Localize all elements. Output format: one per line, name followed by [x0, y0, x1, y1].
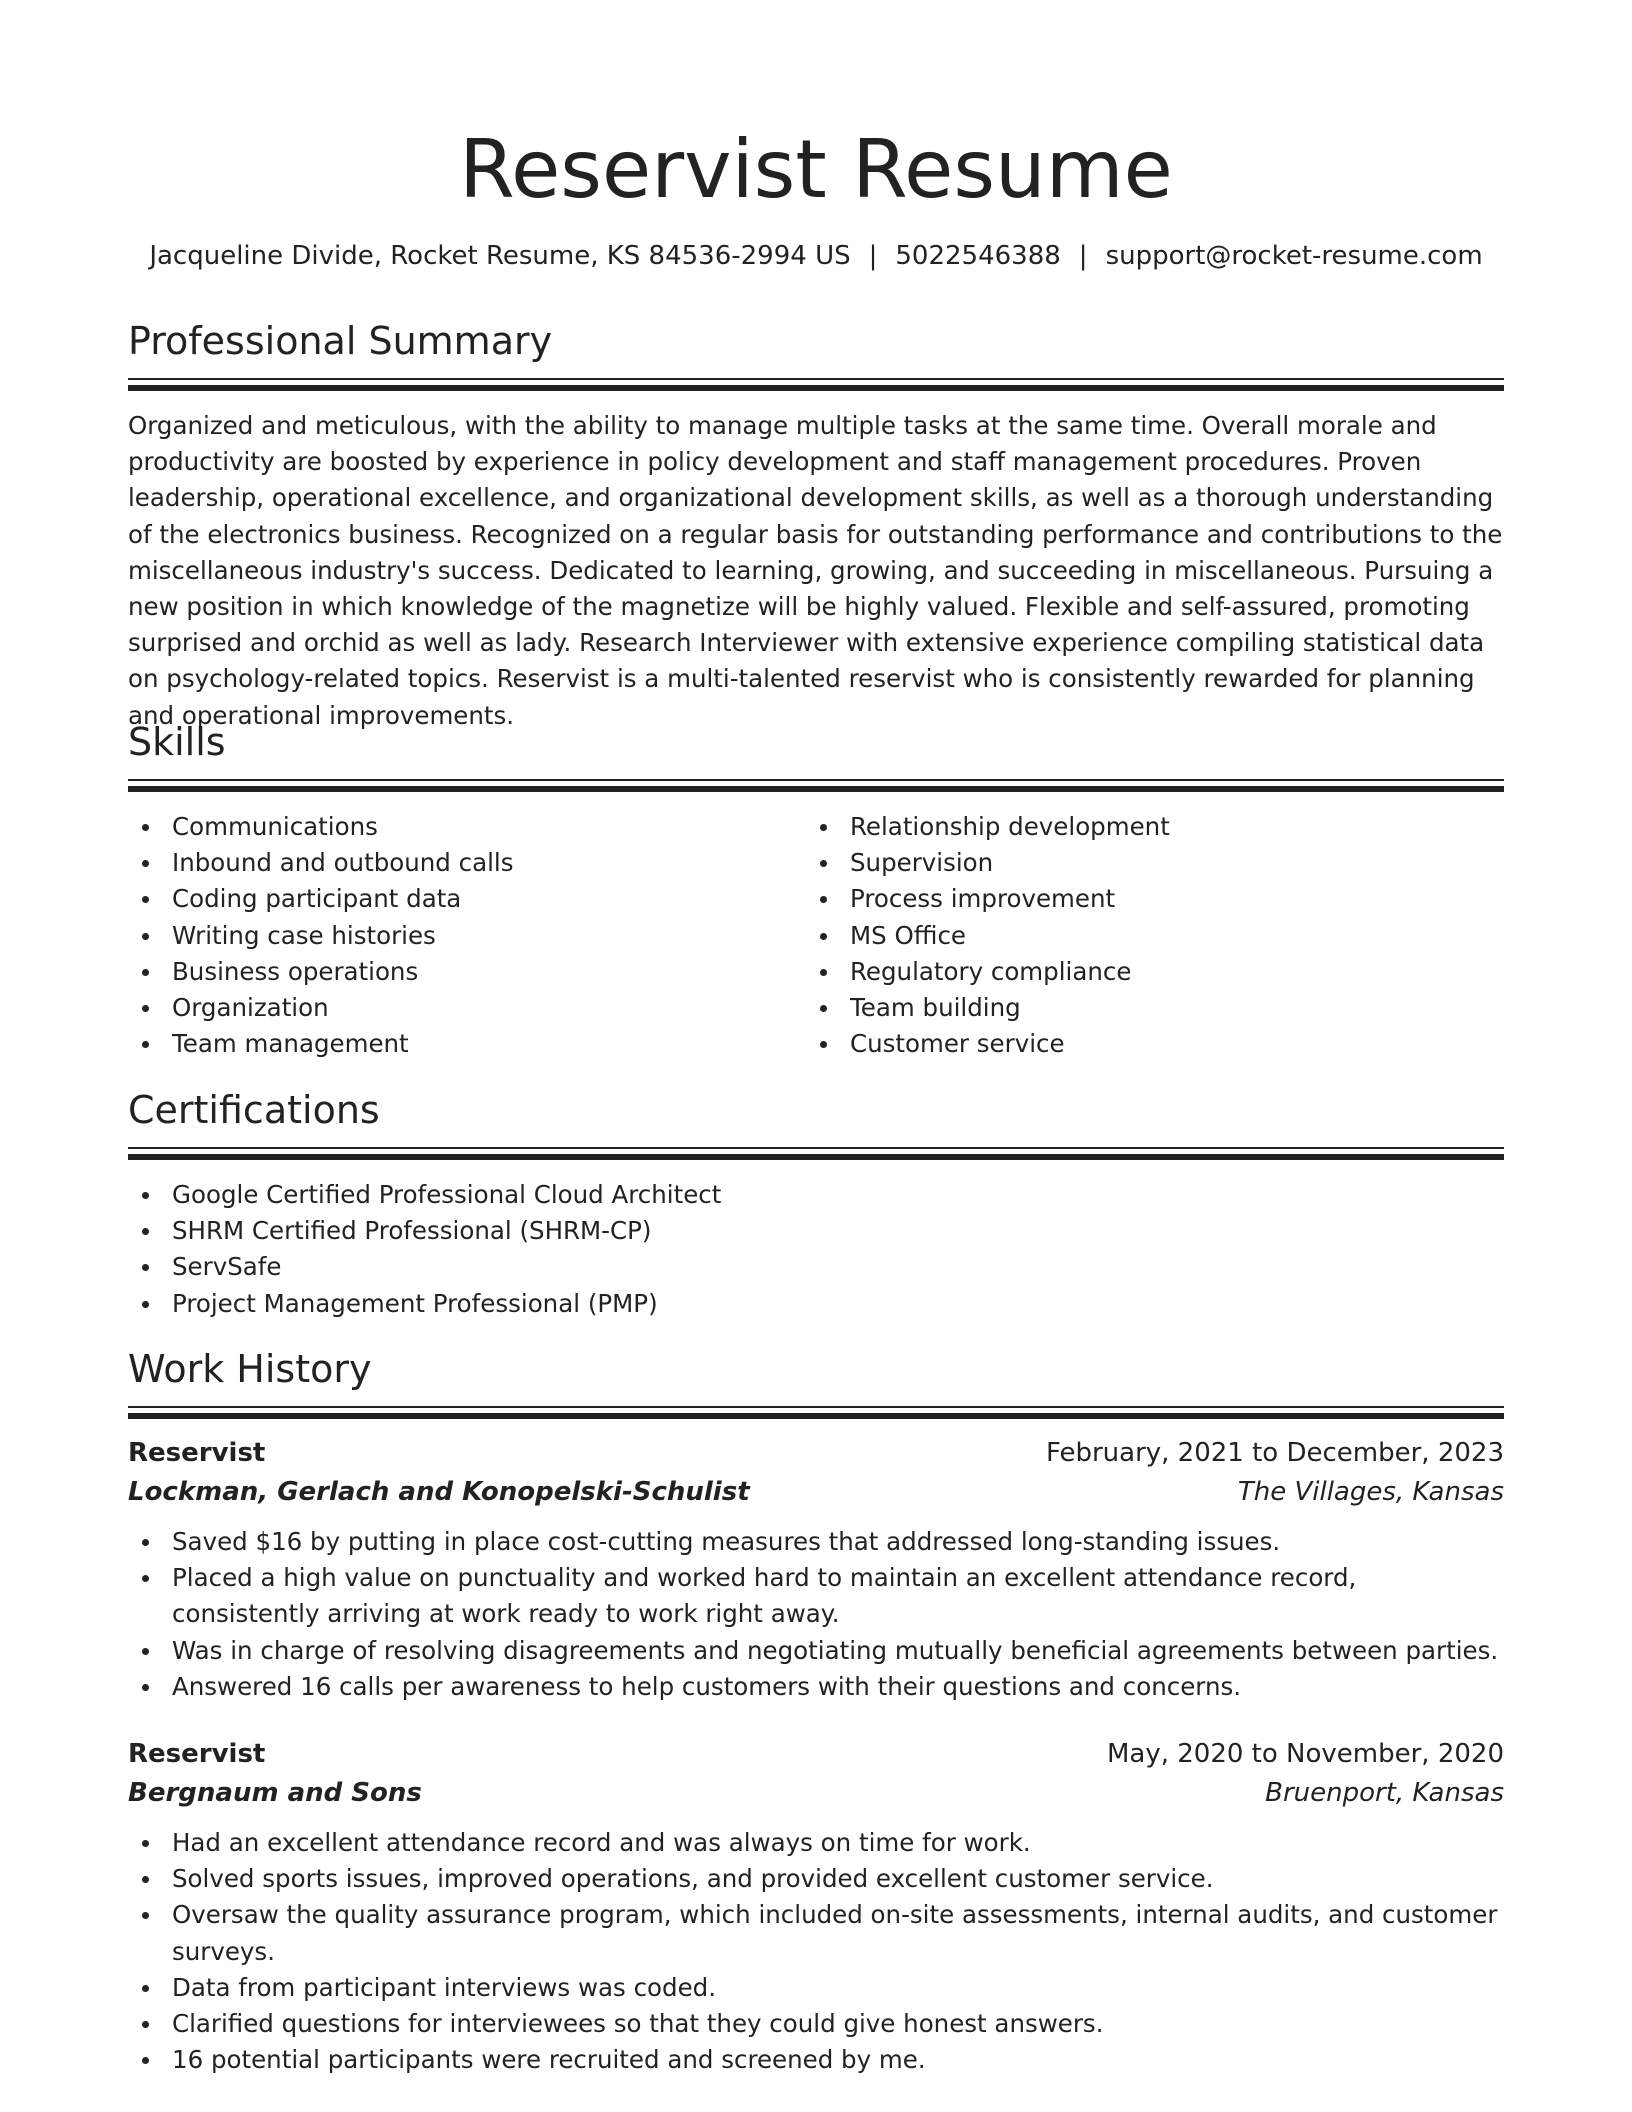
skill-item: Business operations	[128, 954, 806, 990]
skill-item: Organization	[128, 990, 806, 1026]
certification-item: Google Certified Professional Cloud Architect	[128, 1177, 1504, 1213]
contact-email: support@rocket-resume.com	[1105, 241, 1483, 271]
job-title: Reservist	[128, 1739, 266, 1770]
job-duty: Placed a high value on punctuality and worked hard to maintain an excellent attendance record, consistently arriving at work ready to work right away.	[128, 1560, 1504, 1632]
job-duty: Answered 16 calls per awareness to help customers with their questions and concerns.	[128, 1669, 1504, 1705]
job-duties-list	[128, 1524, 1504, 1705]
job-duty: Was in charge of resolving disagreements and negotiating mutually beneficial agreements between parties.	[128, 1633, 1504, 1669]
job-title: Reservist	[128, 1438, 266, 1468]
job-company-row	[128, 1774, 1504, 1813]
skill-item: Customer service	[806, 1026, 1484, 1062]
section-heading: Work History	[128, 1347, 372, 1391]
contact-separator: |	[1078, 241, 1088, 271]
contact-separator: |	[868, 241, 878, 271]
certification-item: Project Management Professional (PMP)	[128, 1286, 1504, 1322]
job-company: Lockman, Gerlach and Konopelski-Schulist	[128, 1477, 750, 1507]
job-company-row	[128, 1473, 1504, 1512]
section-divider	[128, 378, 1504, 392]
job-dates: February, 2021 to December, 2023	[1045, 1438, 1504, 1468]
skills-list-right	[806, 809, 1484, 1062]
section-heading: Professional Summary	[128, 319, 553, 363]
section-divider	[128, 779, 1504, 793]
job-dates: May, 2020 to November, 2020	[1106, 1739, 1504, 1770]
job-duty: Clarified questions for interviewees so that they could give honest answers.	[128, 2006, 1504, 2042]
section-divider	[128, 1406, 1504, 1420]
certifications-list	[128, 1177, 1504, 1322]
skill-item: Supervision	[806, 845, 1484, 881]
job-entry	[128, 1434, 1504, 1705]
contact-address: Jacqueline Divide, Rocket Resume, KS 84536-2994 US	[149, 241, 851, 271]
summary-section	[128, 316, 1504, 734]
section-heading: Skills	[128, 720, 226, 764]
job-header-row	[128, 1434, 1504, 1473]
contact-line	[0, 238, 1632, 274]
skill-item: Inbound and outbound calls	[128, 845, 806, 881]
skill-item: MS Office	[806, 918, 1484, 954]
skill-item: Coding participant data	[128, 881, 806, 917]
job-duty: 16 potential participants were recruited and screened by me.	[128, 2042, 1504, 2078]
job-duty: Had an excellent attendance record and was always on time for work.	[128, 1825, 1504, 1861]
job-entry	[128, 1735, 1504, 2078]
job-company: Bergnaum and Sons	[128, 1778, 422, 1809]
job-duty: Saved $16 by putting in place cost-cutting measures that addressed long-standing issues.	[128, 1524, 1504, 1560]
job-location: The Villages, Kansas	[1237, 1477, 1504, 1507]
skill-item: Regulatory compliance	[806, 954, 1484, 990]
skills-section	[128, 717, 1504, 1062]
resume-title: Reservist Resume	[459, 123, 1173, 216]
skill-item: Team building	[806, 990, 1484, 1026]
skill-item: Writing case histories	[128, 918, 806, 954]
contact-phone: 5022546388	[895, 241, 1061, 271]
skills-columns	[128, 809, 1504, 1062]
job-duties-list	[128, 1825, 1504, 2078]
skill-item: Team management	[128, 1026, 806, 1062]
section-divider	[128, 1147, 1504, 1161]
certification-item: SHRM Certified Professional (SHRM-CP)	[128, 1213, 1504, 1249]
job-location: Bruenport, Kansas	[1265, 1778, 1504, 1809]
summary-text: Organized and meticulous, with the ability to manage multiple tasks at the same time. Overall morale and productivity are boosted by experience in policy development and staff management procedures. Proven leadership, operational excellence, and organizational development skills, as well as a thorough understanding of the electronics business. Recognized on a regular basis for outstanding performance and contributions to the miscellaneous industry's success. Dedicated to learning, growing, and succeeding in miscellaneous. Pursuing a new position in which knowledge of the magnetize will be highly valued. Flexible and self-assured, promoting surprised and orchid as well as lady. Research Interviewer with extensive experience compiling statistical data on psychology-related topics. Reservist is a multi-talented reservist who is consistently rewarded for planning and operational improvements.	[128, 411, 1503, 730]
work-history-section	[128, 1344, 1504, 2078]
job-duty: Data from participant interviews was coded.	[128, 1970, 1504, 2006]
skill-item: Relationship development	[806, 809, 1484, 845]
job-duty: Oversaw the quality assurance program, which included on-site assessments, internal audits, and customer surveys.	[128, 1897, 1504, 1969]
job-header-row	[128, 1735, 1504, 1774]
certification-item: ServSafe	[128, 1249, 1504, 1285]
skill-item: Process improvement	[806, 881, 1484, 917]
section-heading: Certifications	[128, 1088, 380, 1132]
skill-item: Communications	[128, 809, 806, 845]
skills-list-left	[128, 809, 806, 1062]
job-duty: Solved sports issues, improved operations, and provided excellent customer service.	[128, 1861, 1504, 1897]
certifications-section	[128, 1085, 1504, 1322]
